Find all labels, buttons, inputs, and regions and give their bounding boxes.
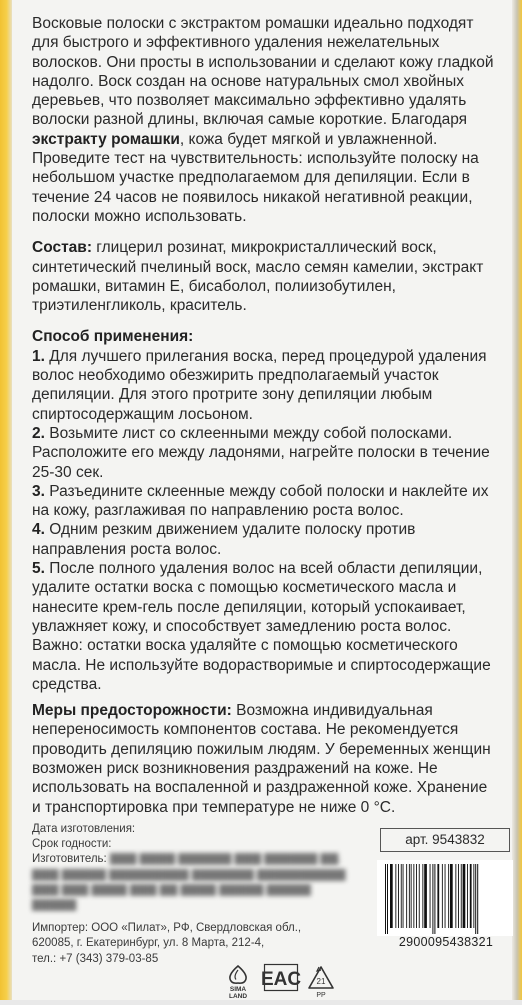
usage-step: 2. Возьмите лист со склеенными между собой полосками. Расположите его между ладонями, нагрейте полоски в течение 25-30 сек. (32, 424, 490, 481)
barcode-bar (475, 864, 476, 934)
barcode-bar (458, 864, 459, 928)
barcode-number: 2900095438321 (398, 935, 494, 949)
barcode-bar (401, 864, 402, 928)
composition-paragraph (32, 238, 498, 315)
barcode-bar (442, 864, 443, 928)
barcode-bar (406, 864, 407, 928)
package-left-edge (0, 0, 12, 1000)
blurred-address-line: ▇▇▇ ▇▇▇▇▇ ▇▇▇▇▇▇▇▇▇ ▇▇▇▇▇▇▇ ▇▇▇▇▇▇▇▇▇▇ (32, 868, 346, 881)
barcode-bar (403, 864, 404, 928)
usage-title: Способ применения: (32, 328, 194, 346)
barcode-bar (432, 864, 433, 934)
barcode-bar (473, 864, 474, 928)
svg-text:LAND: LAND (228, 993, 248, 1000)
barcode-bars (383, 864, 507, 934)
svg-text:21: 21 (316, 977, 326, 986)
barcode-bar (477, 864, 478, 934)
barcode-bar (411, 864, 412, 928)
usage-step: 5. После полного удаления волос на всей области депиляции, удалите остатки воска с помощью косметического масла и нанесите крем-гель после депиляции, который успокаивает, увлажняет кожу, и способствует замедлению роста волос. Важно: остатки воска удаляйте с помощью косметического масла. Не используйте водорастворимые и спиртосодержащие средства. (32, 560, 491, 693)
composition-label: Состав: (32, 239, 92, 257)
svg-text:PP: PP (316, 992, 326, 999)
barcode-bar (434, 864, 435, 934)
precautions-text: Возможна индивидуальная непереносимость компонентов состава. Не рекомендуется проводить депиляцию пожилым людям. У беременных женщин возможен риск возникновения раздражений на коже. Не использовать на воспаленной и раздраженной коже. Хранение и транспортировка при температуре не ниже 0 °С. (32, 702, 491, 816)
producer-info (32, 822, 346, 967)
svg-text:SIMA: SIMA (229, 986, 247, 993)
barcode-bar (387, 864, 388, 934)
barcode-bar (390, 864, 393, 928)
usage-step: 3. Разъедините склеенные между собой полоски и наклейте их на кожу, разглаживая по направлению роста волос. (32, 482, 489, 520)
expiry-label: Срок годности: (32, 838, 112, 851)
barcode-bar (461, 864, 462, 928)
intro-paragraph: Восковые полоски с экстрактом ромашки идеально подходят для быстрого и эффективного удаления нежелательных волосков. Они просты в использовании и сделают кожу гладкой надолго. Воск создан на основе натуральных смол хвойных деревьев, что позволяет максимально эффективно удалять волоски разной длины, включая самые короткие. Благодаря экстракту ромашки, кожа будет мягкой и увлажненной. Проведите тест на чувствительность: используйте полоску на небольшом участке предполагаемом для депиляции. Если в течение 24 часов не появилось никакой негативной реакции, полоски можно использовать. (32, 15, 494, 225)
composition-text: глицерил розинат, микрокристаллический воск, синтетический пчелиный воск, масло семян камелии, экстракт ромашки, витамин Е, бисаболол, полиизобутилен, триэтиленгликоль, краситель. (32, 239, 484, 315)
precautions-label: Меры предосторожности: (32, 702, 232, 720)
barcode-bar (445, 864, 446, 928)
barcode-bar (416, 864, 417, 928)
barcode-bar (413, 864, 414, 928)
barcode-bar (395, 864, 396, 928)
barcode-bar (419, 864, 420, 928)
blurred-address-line: ▇▇▇▇▇ (32, 899, 77, 912)
barcode (377, 860, 513, 936)
barcode-bar (448, 864, 449, 928)
importer-line: 620085, г. Екатеринбург, ул. 8 Марта, 212-4, (32, 937, 265, 950)
label-text (32, 14, 498, 829)
barcode-bar (409, 864, 410, 928)
barcode-bar (430, 864, 431, 928)
recycle-pp-icon (306, 964, 336, 1005)
blurred-address-line: ▇▇▇ ▇▇▇ ▇▇▇▇ ▇▇▇ ▇▇ ▇▇▇▇ ▇▇▇▇▇ ▇▇▇▇▇ (32, 883, 311, 896)
barcode-bar (467, 864, 468, 928)
barcode-bar (470, 864, 472, 928)
package-right-edge (512, 0, 522, 1000)
barcode-bar (422, 864, 423, 928)
svg-text:EAC: EAC (260, 969, 302, 990)
importer-line: тел.: +7 (343) 379-03-85 (32, 952, 159, 965)
intro-bold: экстракту ромашки (32, 130, 180, 148)
barcode-bar (398, 864, 399, 928)
usage-section (32, 327, 498, 694)
eac-mark-icon (260, 964, 302, 999)
article-number: арт. 9543832 (380, 828, 510, 852)
manufacturer-label: Изготовитель: ▇▇▇ ▇▇▇▇ ▇▇▇▇▇▇ ▇▇▇ ▇▇▇▇▇▇ ▇▇. (32, 853, 342, 866)
blurred-manufacturer: ▇▇▇ ▇▇▇▇ ▇▇▇▇▇▇ ▇▇▇ ▇▇▇▇▇▇ ▇▇. (109, 853, 342, 866)
barcode-bar (455, 864, 456, 928)
label-sheet (12, 0, 512, 1000)
barcode-bar (450, 864, 453, 928)
barcode-bar (463, 864, 466, 928)
usage-step: 4. Одним резким движением удалите полоску против направления роста волос. (32, 521, 416, 558)
barcode-bar (437, 864, 439, 928)
barcode-bar (424, 864, 427, 928)
usage-step: 1. Для лучшего прилегания воска, перед процедурой удаления волос необходимо обезжирить предполагаемый участок депиляции. Для этого протрите зону депиляции любым спиртосодержащим лосьоном. (32, 347, 487, 423)
manufacture-date-label: Дата изготовления: (32, 823, 136, 835)
sima-land-logo-icon (222, 964, 254, 1005)
importer-line: Импортер: ООО «Пилат», РФ, Свердловская обл., (32, 922, 302, 935)
barcode-bar (385, 864, 386, 934)
precautions-paragraph (32, 701, 498, 817)
